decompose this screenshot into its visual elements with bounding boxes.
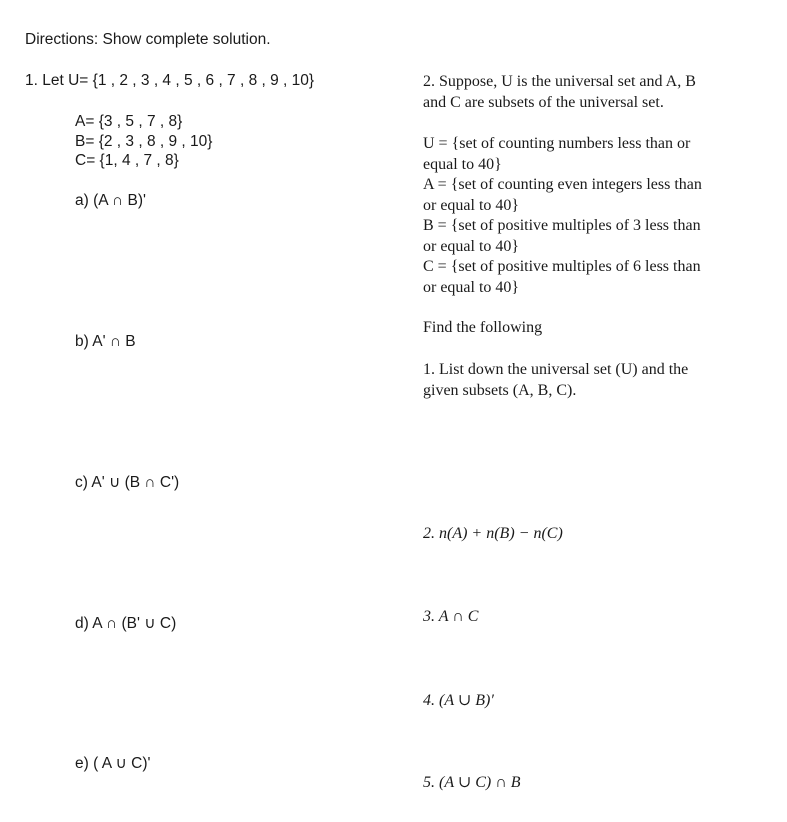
def-u-line1: U = {set of counting numbers less than or (423, 135, 691, 152)
def-u-line2: equal to 40} (423, 155, 502, 173)
problem1-item-a: a) (A ∩ B)' (75, 192, 146, 209)
set-c: C= {1, 4 , 7 , 8} (75, 152, 179, 169)
problem2-intro (423, 72, 696, 113)
problem1-item-e: e) ( A ∪ C)' (75, 755, 151, 772)
problem2-intro-line2: and C are subsets of the universal set. (423, 93, 664, 111)
def-b-line2: or equal to 40} (423, 237, 520, 255)
problem1-item-b: b) A' ∩ B (75, 333, 136, 350)
def-c-line1: C = {set of positive multiples of 6 less than (423, 258, 701, 275)
problem1-intro: 1. Let U= {1 , 2 , 3 , 4 , 5 , 6 , 7 , 8 , 9 , 10} (25, 72, 315, 89)
find-label: Find the following (423, 319, 543, 336)
problem2-definitions (423, 134, 702, 298)
problem2-q5: 5. (A ∪ C) ∩ B (423, 774, 521, 791)
set-b: B= {2 , 3 , 8 , 9 , 10} (75, 132, 213, 150)
problem1-item-d: d) A ∩ (B' ∪ C) (75, 615, 177, 632)
problem2-q2: 2. n(A) + n(B) − n(C) (423, 525, 563, 542)
problem2-intro-line1: 2. Suppose, U is the universal set and A, B (423, 73, 696, 90)
set-a: A= {3 , 5 , 7 , 8} (75, 113, 183, 130)
def-b-line1: B = {set of positive multiples of 3 less than (423, 217, 701, 234)
problem2-q4: 4. (A ∪ B)′ (423, 692, 494, 709)
def-a-line2: or equal to 40} (423, 196, 520, 214)
problem2-q3: 3. A ∩ C (423, 608, 479, 625)
q1-line2: given subsets (A, B, C). (423, 381, 577, 399)
problem1-set-list (75, 112, 212, 172)
def-a-line1: A = {set of counting even integers less than (423, 176, 702, 193)
q1-line1: 1. List down the universal set (U) and the (423, 361, 689, 378)
directions-heading: Directions: Show complete solution. (25, 31, 271, 48)
problem1-item-c: c) A' ∪ (B ∩ C') (75, 474, 180, 491)
problem2-q1 (423, 360, 688, 401)
def-c-line2: or equal to 40} (423, 278, 520, 296)
